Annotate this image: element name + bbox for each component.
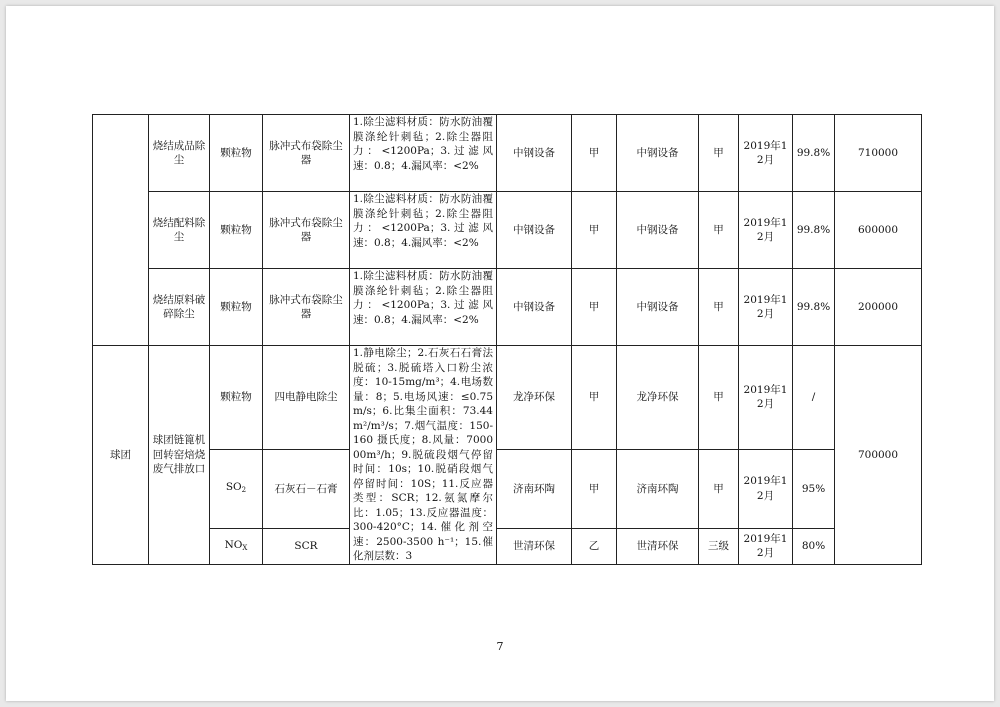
installer-cell: 世清环保 [617, 529, 699, 564]
parameters-cell [350, 346, 497, 565]
efficiency-cell: 99.8% [793, 115, 835, 192]
pollutant-formula: NO [224, 538, 243, 551]
document-page [6, 6, 994, 701]
page-number: 7 [496, 640, 504, 653]
source-cell: 烧结成品除尘 [149, 115, 210, 192]
technology-cell: SCR [263, 529, 350, 564]
installer-grade-cell: 三级 [699, 529, 739, 564]
pollutant-cell: 颗粒物 [210, 346, 263, 450]
installer-cell: 中钢设备 [617, 192, 699, 269]
parameters-cell [350, 115, 497, 192]
supplier-cell: 龙净环保 [497, 346, 572, 450]
supplier-grade-cell: 甲 [572, 192, 617, 269]
date-cell: 2019年12月 [739, 115, 793, 192]
technology-cell: 脉冲式布袋除尘器 [263, 192, 350, 269]
pollutant-cell [210, 449, 263, 528]
table-row [93, 346, 922, 450]
amount-cell: 700000 [835, 346, 922, 565]
parameters-text: 1.静电除尘；2.石灰石石膏法脱硫；3.脱硫塔入口粉尘浓度：10-15mg/m³；4.电场数量：8；5.电场风速：≤0.75m/s；6.比集尘面积：73.44m²/m³/s；7.烟气温度：150-160 摄氏度；8.风量：700000m³/h；9.脱硫段烟气停留时间：10s；10.脱硝段烟气停留时间：10S；11.反应器类型：SCR；12.氨氮摩尔比：1.05；13.反应器温度：300-420°C；14.催化剂空速：2500-3500 h⁻¹；15.催化剂层数：3 [353, 347, 493, 562]
installer-grade-cell: 甲 [699, 192, 739, 269]
amount-cell: 200000 [835, 269, 922, 346]
supplier-cell: 世清环保 [497, 529, 572, 564]
efficiency-cell: 80% [793, 529, 835, 564]
supplier-grade-cell: 甲 [572, 449, 617, 528]
date-cell: 2019年12月 [739, 192, 793, 269]
source-cell: 烧结原料破碎除尘 [149, 269, 210, 346]
efficiency-cell: 99.8% [793, 192, 835, 269]
process-cell-sinter [93, 115, 149, 346]
installer-grade-cell: 甲 [699, 449, 739, 528]
pollutant-cell: 颗粒物 [210, 115, 263, 192]
source-cell: 烧结配料除尘 [149, 192, 210, 269]
efficiency-cell: 95% [793, 449, 835, 528]
supplier-cell: 济南环陶 [497, 449, 572, 528]
date-cell: 2019年12月 [739, 346, 793, 450]
installer-cell: 济南环陶 [617, 449, 699, 528]
supplier-grade-cell: 甲 [572, 269, 617, 346]
installer-grade-cell: 甲 [699, 115, 739, 192]
date-cell: 2019年12月 [739, 449, 793, 528]
table-row [93, 192, 922, 269]
date-cell: 2019年12月 [739, 269, 793, 346]
installer-grade-cell: 甲 [699, 269, 739, 346]
supplier-grade-cell: 甲 [572, 346, 617, 450]
parameters-text: 1.除尘滤料材质：防水防油覆膜涤纶针刺毡；2.除尘器阻力：<1200Pa；3.过滤风速：0.8；4.漏风率：<2% [353, 270, 493, 326]
installer-cell: 中钢设备 [617, 269, 699, 346]
table-row [93, 449, 922, 528]
date-cell: 2019年12月 [739, 529, 793, 564]
technology-cell: 脉冲式布袋除尘器 [263, 115, 350, 192]
equipment-table [92, 114, 922, 565]
parameters-cell [350, 269, 497, 346]
table-row [93, 529, 922, 564]
efficiency-cell: / [793, 346, 835, 450]
installer-grade-cell: 甲 [699, 346, 739, 450]
process-cell-pellet: 球团 [93, 346, 149, 565]
supplier-grade-cell: 甲 [572, 115, 617, 192]
amount-cell: 600000 [835, 192, 922, 269]
supplier-cell: 中钢设备 [497, 192, 572, 269]
supplier-cell: 中钢设备 [497, 115, 572, 192]
installer-cell: 龙净环保 [617, 346, 699, 450]
parameters-cell [350, 192, 497, 269]
technology-cell: 脉冲式布袋除尘器 [263, 269, 350, 346]
pollutant-cell [210, 529, 263, 564]
supplier-grade-cell: 乙 [572, 529, 617, 564]
pollutant-cell: 颗粒物 [210, 269, 263, 346]
technology-cell: 石灰石－石膏 [263, 449, 350, 528]
pollutant-cell: 颗粒物 [210, 192, 263, 269]
pollutant-subscript: 2 [241, 486, 247, 495]
efficiency-cell: 99.8% [793, 269, 835, 346]
supplier-cell: 中钢设备 [497, 269, 572, 346]
table-row [93, 115, 922, 192]
table-row [93, 269, 922, 346]
technology-cell: 四电静电除尘 [263, 346, 350, 450]
source-cell: 球团链篦机回转窑焙烧废气排放口 [149, 346, 210, 565]
pollutant-subscript: X [242, 543, 248, 552]
pollutant-formula: SO [225, 481, 242, 494]
parameters-text: 1.除尘滤料材质：防水防油覆膜涤纶针刺毡；2.除尘器阻力：<1200Pa；3.过滤风速：0.8；4.漏风率：<2% [353, 193, 493, 249]
parameters-text: 1.除尘滤料材质：防水防油覆膜涤纶针刺毡；2.除尘器阻力：<1200Pa；3.过滤风速：0.8；4.漏风率：<2% [353, 116, 493, 172]
amount-cell: 710000 [835, 115, 922, 192]
installer-cell: 中钢设备 [617, 115, 699, 192]
